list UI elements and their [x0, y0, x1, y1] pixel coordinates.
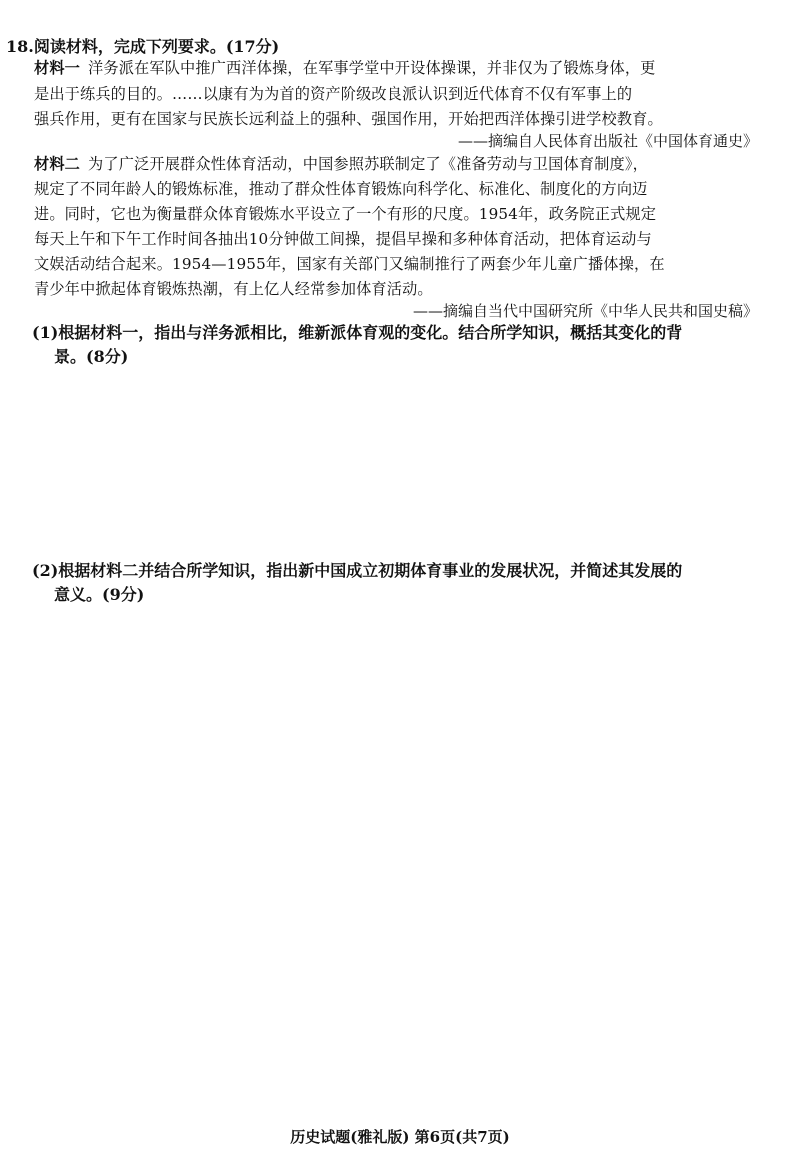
subquestion-1-line1: (1)根据材料一，指出与洋务派相比，维新派体育观的变化。结合所学知识，概括其变化的背 — [32, 323, 683, 342]
page-footer: 历史试题(雅礼版) 第6页(共7页) — [290, 1128, 510, 1146]
material2-line: 文娱活动结合起来。1954—1955年，国家有关部门又编制推行了两套少年儿童广播体操，在 — [34, 255, 665, 273]
material1-label: 材料一 — [34, 59, 81, 77]
material2-line: 进。同时，它也为衡量群众体育锻炼水平设立了一个有形的尺度。1954年，政务院正式规定 — [34, 205, 657, 223]
material1-line: 材料一 洋务派在军队中推广西洋体操，在军事学堂中开设体操课，并非仅为了锻炼身体，更 — [34, 59, 656, 77]
material2-label: 材料二 — [34, 155, 81, 173]
material2-source: ——摘编自当代中国研究所《中华人民共和国史稿》 — [412, 302, 758, 320]
question-header: 18.阅读材料，完成下列要求。(17分) — [6, 37, 280, 56]
material2-line: 规定了不同年龄人的锻炼标准，推动了群众性体育锻炼向科学化、标准化、制度化的方向迈 — [34, 180, 648, 198]
subquestion-1-line2: 景。(8分) — [54, 347, 129, 366]
subquestion-2-line2: 意义。(9分) — [54, 585, 145, 604]
material1-line: 强兵作用，更有在国家与民族长远利益上的强种、强国作用，开始把西洋体操引进学校教育。 — [34, 110, 663, 128]
subquestion-2-line1: (2)根据材料二并结合所学知识，指出新中国成立初期体育事业的发展状况，并简述其发展的 — [32, 561, 683, 580]
material1-source: ——摘编自人民体育出版社《中国体育通史》 — [457, 132, 758, 150]
material1-line: 是出于练兵的目的。……以康有为为首的资产阶级改良派认识到近代体育不仅有军事上的 — [34, 85, 633, 103]
material2-line: 材料二 为了广泛开展群众性体育活动，中国参照苏联制定了《准备劳动与卫国体育制度》， — [34, 155, 648, 173]
material2-line: 青少年中掀起体育锻炼热潮，有上亿人经常参加体育活动。 — [34, 280, 433, 298]
material2-line: 每天上午和下午工作时间各抽出10分钟做工间操，提倡早操和多种体育活动，把体育运动与 — [34, 230, 652, 248]
